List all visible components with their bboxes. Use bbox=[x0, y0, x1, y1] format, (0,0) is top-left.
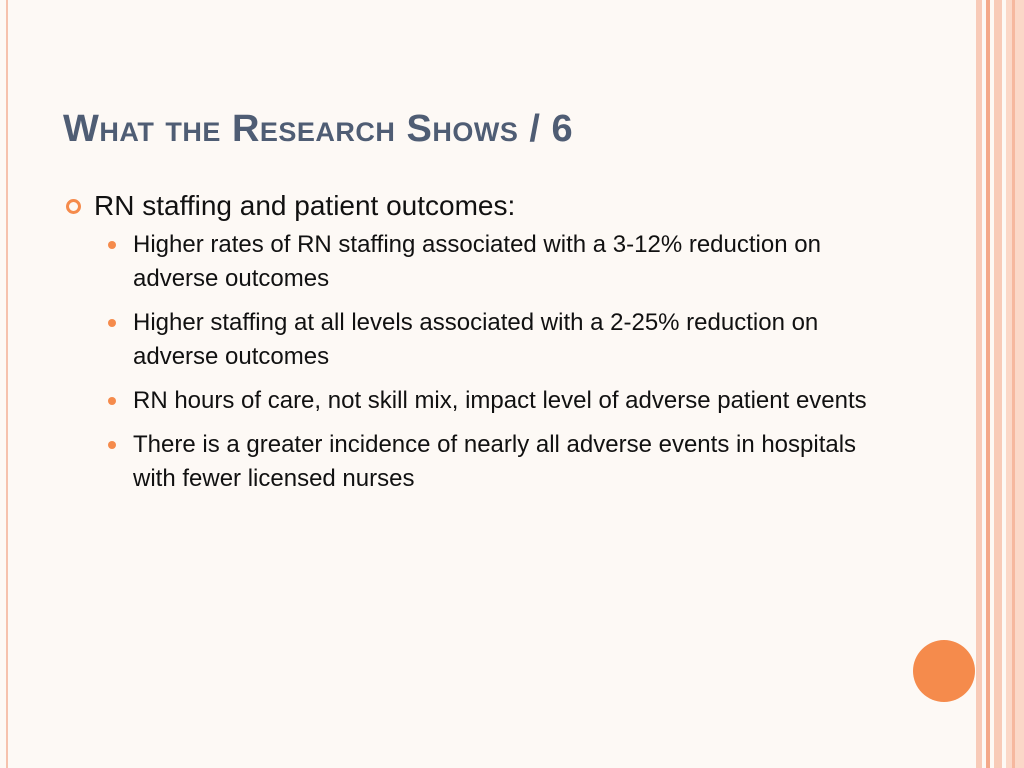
sub-bullet-text: Higher staffing at all levels associated with a 2-25% reduction on adverse outcomes bbox=[133, 309, 819, 370]
sub-bullet-text: RN hours of care, not skill mix, impact level of adverse patient events bbox=[133, 387, 867, 414]
sub-bullet bbox=[66, 228, 886, 296]
dot-bullet-icon bbox=[108, 241, 116, 249]
right-stripe bbox=[1006, 0, 1024, 768]
dot-bullet-icon bbox=[108, 319, 116, 327]
sub-bullet bbox=[66, 428, 886, 496]
right-stripe bbox=[986, 0, 990, 768]
right-stripe bbox=[1012, 0, 1015, 768]
slide-title: What the Research Shows / 6 bbox=[63, 108, 574, 150]
sub-bullet bbox=[66, 384, 886, 418]
sub-bullet bbox=[66, 306, 886, 374]
main-bullet bbox=[66, 188, 886, 224]
right-stripe bbox=[994, 0, 1002, 768]
left-border-line bbox=[6, 0, 8, 768]
right-stripe bbox=[976, 0, 982, 768]
slide-content bbox=[66, 188, 886, 506]
dot-bullet-icon bbox=[108, 441, 116, 449]
decorative-circle bbox=[913, 640, 975, 702]
ring-bullet-icon bbox=[66, 199, 81, 214]
sub-bullet-text: Higher rates of RN staffing associated with a 3-12% reduction on adverse outcomes bbox=[133, 231, 821, 292]
dot-bullet-icon bbox=[108, 397, 116, 405]
main-bullet-text: RN staffing and patient outcomes: bbox=[94, 190, 516, 221]
sub-bullet-list bbox=[66, 228, 886, 496]
sub-bullet-text: There is a greater incidence of nearly all adverse events in hospitals with fewer licensed nurses bbox=[133, 431, 857, 492]
